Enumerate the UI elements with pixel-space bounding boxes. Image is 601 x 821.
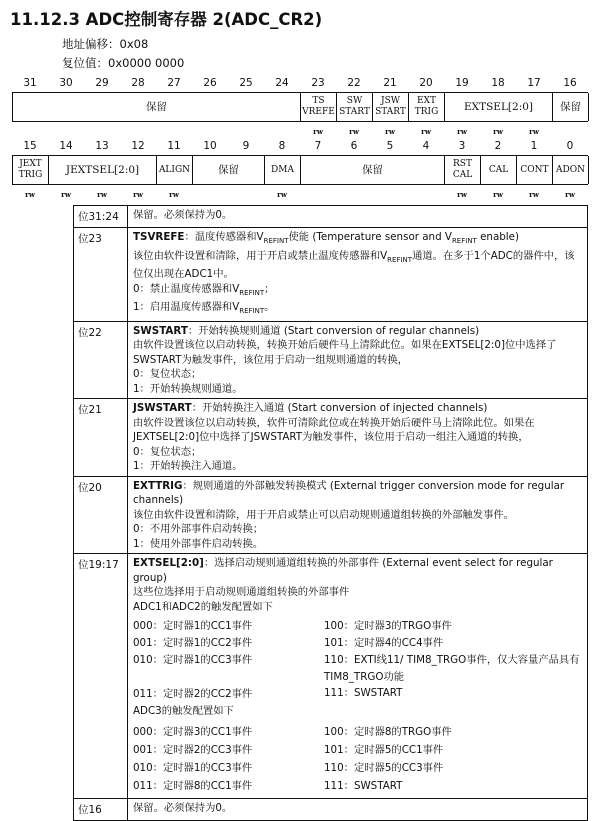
desc-title-text: ：温度传感器和V: [184, 231, 264, 243]
bit-number: 24: [275, 77, 289, 89]
trigger-option: 100：定时器3的TRGO事件: [324, 620, 452, 633]
register-lower-row: [12, 155, 588, 185]
desc-row-b20: [74, 476, 587, 554]
bit-number: 30: [59, 77, 73, 89]
field-name: EXTSEL[2:0]: [133, 557, 204, 570]
desc-row-b22: [74, 321, 587, 399]
field-name: EXTTRIG: [133, 479, 183, 492]
field-swstart: SW START: [337, 93, 373, 121]
field-exttrig: EXT TRIG: [409, 93, 445, 121]
desc-text: [133, 249, 581, 282]
access-type: rw: [493, 190, 503, 199]
desc-text: 保留。必须保持为0。: [133, 801, 233, 814]
bit-number: 12: [131, 140, 145, 152]
address-offset: 地址偏移：0x08: [62, 37, 149, 51]
field-jextsel: JEXTSEL[2:0]: [49, 156, 157, 184]
access-type: rw: [169, 190, 179, 199]
desc-option: 0：复位状态；: [133, 445, 202, 458]
lower-access-row: [12, 190, 588, 200]
page-title: 11.12.3 ADC控制寄存器 2(ADC_CR2): [10, 10, 323, 29]
trigger-option: 001：定时器1的CC2事件: [133, 636, 253, 649]
bit-number: 15: [23, 140, 37, 152]
desc-title-text: ：规则通道的外部触发转换模式 (External trigger conversion mode for regular channels): [133, 479, 565, 507]
desc-option: [133, 282, 581, 301]
desc-option: 1：使用外部事件启动转换。: [133, 537, 264, 550]
access-type: rw: [97, 190, 107, 199]
desc-option: [133, 300, 581, 319]
access-type: rw: [349, 127, 359, 136]
field-jswstart: JSW START: [373, 93, 409, 121]
bit-number: 11: [167, 140, 181, 152]
access-type: rw: [457, 190, 467, 199]
bit-number: 18: [491, 77, 505, 89]
bit-number: 21: [383, 77, 397, 89]
bit-description-table: [73, 205, 588, 821]
desc-option: 0：复位状态；: [133, 368, 202, 381]
bit-label: 位20: [74, 477, 128, 554]
access-type: rw: [457, 127, 467, 136]
adc3-trigger-grid: [133, 723, 581, 796]
field-align: ALIGN: [157, 156, 193, 184]
adc3-heading: ADC3的触发配置如下: [133, 705, 234, 718]
bit-number: 13: [95, 140, 109, 152]
desc-text-part: 0：禁止温度传感器和V: [133, 282, 240, 295]
bit-label: 位31:24: [74, 206, 128, 227]
bit-number: 19: [455, 77, 469, 89]
bit-number: 17: [527, 77, 541, 89]
field-name: TSVREFE: [133, 231, 185, 243]
access-type: rw: [529, 127, 539, 136]
desc-text: 保留。必须保持为0。: [133, 209, 233, 221]
subscript: REFINT: [239, 307, 265, 316]
register-upper-row: [12, 92, 588, 122]
desc-title: [133, 401, 581, 416]
bit-label: 位21: [74, 399, 128, 476]
desc-title-text: enable): [476, 231, 520, 243]
lower-bit-numbers: [12, 140, 588, 154]
bit-number: 29: [95, 77, 109, 89]
access-type: rw: [25, 190, 35, 199]
field-tsvrefe: TS VREFE: [301, 93, 337, 121]
field-adon: ADON: [553, 156, 589, 184]
trigger-option: 111：SWSTART: [324, 780, 403, 793]
trigger-option: 000：定时器1的CC1事件: [133, 620, 253, 633]
desc-text-part: 通道。在多于1个ADC的器件中，该位仅出现在ADC1中。: [133, 249, 575, 281]
access-type: rw: [529, 190, 539, 199]
access-type: rw: [385, 127, 395, 136]
desc-title: [133, 230, 581, 249]
bit-number: 8: [278, 140, 286, 152]
desc-title-text: 使能 (Temperature sensor and V: [288, 231, 452, 243]
desc-row-b21: [74, 398, 587, 476]
desc-row-b16: [74, 798, 587, 820]
desc-title: [133, 324, 581, 339]
trigger-option: 001：定时器2的CC3事件: [133, 744, 253, 757]
field-reserved: 保留: [553, 93, 589, 121]
bit-number: 7: [314, 140, 322, 152]
desc-option: 0：不用外部事件启动转换；: [133, 523, 264, 536]
access-type: rw: [421, 127, 431, 136]
field-name: SWSTART: [133, 324, 188, 337]
bit-number: 1: [530, 140, 538, 152]
trigger-option: 101：定时器5的CC1事件: [324, 744, 444, 757]
desc-text: 该位由软件设置和清除，用于开启或禁止可以启动规则通道组转换的外部触发事件。: [133, 508, 514, 521]
trigger-option: 110：EXTI线11/ TIM8_TRGO事件，仅大容量产品具有TIM8_TRGO功能: [324, 653, 580, 683]
desc-text: 由软件设置该位以启动转换，转换开始后硬件马上清除此位。如果在EXTSEL[2:0]位中选择了SWSTART为触发事件，该位用于启动一组规则通道的转换，: [133, 339, 557, 366]
desc-title: [133, 556, 581, 585]
bit-label: 位19:17: [74, 554, 128, 798]
desc-text: 这些位选择用于启动规则通道组转换的外部事件: [133, 586, 350, 599]
bit-label: 位22: [74, 322, 128, 399]
desc-row-b31-24: [74, 206, 587, 227]
bit-number: 28: [131, 77, 145, 89]
reset-value: 复位值：0x0000 0000: [62, 56, 185, 70]
desc-title-text: ：选择启动规则通道组转换的外部事件 (External event select for regular group): [133, 557, 553, 584]
bit-number: 10: [203, 140, 217, 152]
bit-number: 0: [566, 140, 574, 152]
bit-number: 2: [494, 140, 502, 152]
bit-number: 26: [203, 77, 217, 89]
field-reserved: 保留: [13, 93, 301, 121]
subscript: REFINT: [387, 255, 413, 264]
field-reserved: 保留: [193, 156, 265, 184]
bit-number: 14: [59, 140, 73, 152]
access-type: rw: [277, 190, 287, 199]
bit-number: 16: [563, 77, 577, 89]
bit-number: 22: [347, 77, 361, 89]
upper-access-row: [12, 127, 588, 137]
trigger-option: 110：定时器5的CC3事件: [324, 762, 444, 775]
field-cal: CAL: [481, 156, 517, 184]
access-type: rw: [313, 127, 323, 136]
bit-number: 5: [386, 140, 394, 152]
trigger-option: 111：SWSTART: [324, 687, 403, 700]
bit-number: 20: [419, 77, 433, 89]
bit-number: 4: [422, 140, 430, 152]
trigger-option: 011：定时器8的CC1事件: [133, 780, 253, 793]
desc-text-part: 1：启用温度传感器和V: [133, 301, 240, 314]
subscript: REFINT: [263, 237, 289, 246]
field-dma: DMA: [265, 156, 301, 184]
trigger-option: 100：定时器8的TRGO事件: [324, 725, 452, 738]
bit-number: 3: [458, 140, 466, 152]
trigger-option: 010：定时器1的CC3事件: [133, 762, 253, 775]
adc12-heading: ADC1和ADC2的触发配置如下: [133, 600, 273, 613]
adc12-trigger-grid: [133, 618, 581, 702]
bit-number: 31: [23, 77, 37, 89]
desc-row-b23: [74, 227, 587, 321]
bit-number: 27: [167, 77, 181, 89]
desc-row-b19-17: [74, 553, 587, 798]
access-type: rw: [61, 190, 71, 199]
trigger-option: 000：定时器3的CC1事件: [133, 725, 253, 738]
bit-number: 9: [242, 140, 250, 152]
access-type: rw: [493, 127, 503, 136]
desc-title: [133, 479, 581, 508]
bit-label: 位16: [74, 799, 128, 820]
trigger-option: 010：定时器1的CC3事件: [133, 653, 253, 666]
field-rstcal: RST CAL: [445, 156, 481, 184]
desc-text-part: ；: [264, 282, 275, 295]
trigger-option: 011：定时器2的CC2事件: [133, 687, 253, 700]
field-cont: CONT: [517, 156, 553, 184]
desc-title-text: ：开始转换注入通道 (Start conversion of injected channels): [191, 402, 488, 415]
desc-option: 1：开始转换规则通道。: [133, 382, 243, 395]
bit-label: 位23: [74, 228, 128, 321]
desc-text-part: 该位由软件设置和清除，用于开启或禁止温度传感器和V: [133, 249, 388, 262]
bit-number: 6: [350, 140, 358, 152]
access-type: rw: [565, 190, 575, 199]
field-jexttrig: JEXT TRIG: [13, 156, 49, 184]
field-extsel: EXTSEL[2:0]: [445, 93, 553, 121]
trigger-option: 101：定时器4的CC4事件: [324, 636, 444, 649]
desc-title-text: ：开始转换规则通道 (Start conversion of regular channels): [187, 324, 480, 337]
bit-number: 25: [239, 77, 253, 89]
desc-text-part: 。: [264, 301, 275, 314]
desc-text: 由软件设置该位以启动转换，软件可清除此位或在转换开始后硬件马上清除此位。如果在JEXTSEL[2:0]位中选择了JSWSTART为触发事件，该位用于启动一组注入通道的转换，: [133, 416, 535, 444]
subscript: REFINT: [451, 237, 477, 246]
field-reserved: 保留: [301, 156, 445, 184]
bit-number: 23: [311, 77, 325, 89]
field-name: JSWSTART: [133, 402, 192, 415]
upper-bit-numbers: [12, 77, 588, 91]
subscript: REFINT: [239, 288, 265, 297]
desc-option: 1：开始转换注入通道。: [133, 460, 243, 473]
access-type: rw: [133, 190, 143, 199]
